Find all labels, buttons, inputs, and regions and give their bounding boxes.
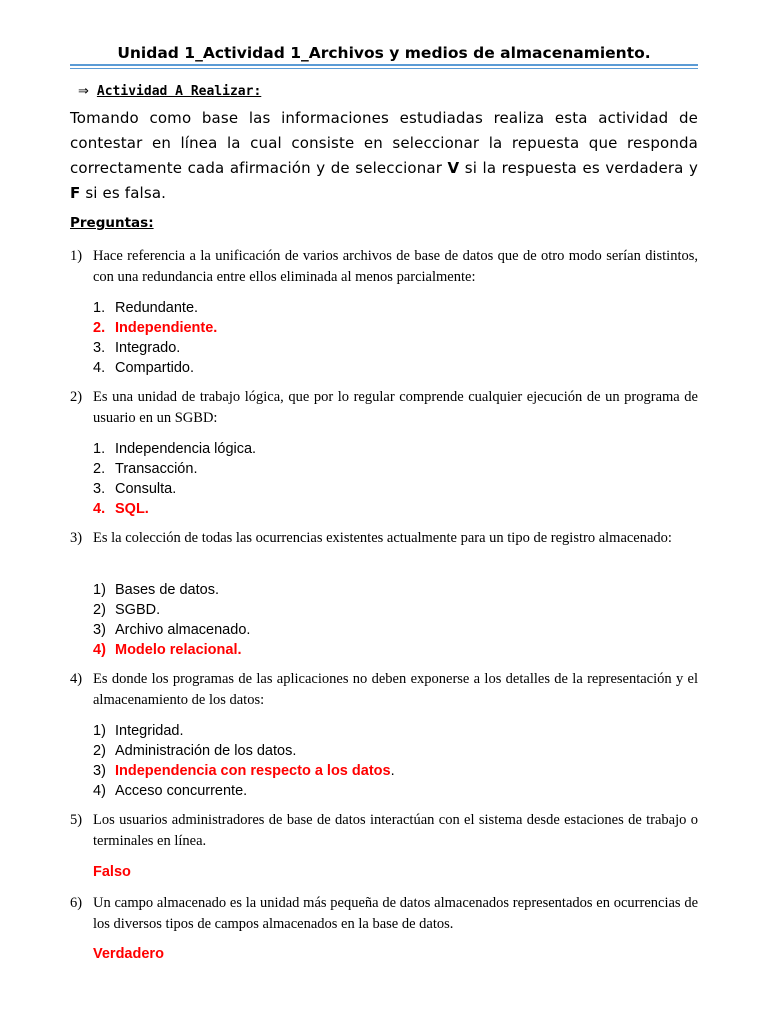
option — [93, 600, 250, 620]
option-number: 4. — [93, 501, 106, 517]
question-1-options — [93, 298, 217, 378]
option-number: 1) — [93, 582, 106, 598]
option — [93, 781, 395, 801]
activity-line — [78, 84, 261, 99]
option — [93, 620, 250, 640]
option-text: Administración de los datos. — [115, 743, 297, 759]
question-number: 6) — [70, 895, 83, 911]
arrow-icon: ⇒ — [78, 84, 89, 99]
question-number: 1) — [70, 248, 83, 264]
question-text: Es una unidad de trabajo lógica, que por lo regular comprende cualquier ejecución de un programa de usuario en un SGBD: — [93, 389, 698, 426]
option — [93, 741, 395, 761]
activity-label: Actividad A Realizar: — [96, 84, 262, 99]
option-number: 4) — [93, 783, 106, 799]
option-text: Independencia con respecto a los datos — [115, 763, 391, 779]
question-text: Los usuarios administradores de base de datos interactúan con el sistema desde estaciones de trabajo o terminales en línea. — [93, 812, 698, 849]
option — [93, 358, 217, 378]
option — [93, 479, 256, 499]
option-number: 3. — [93, 340, 106, 356]
intro-text-2: si la respuesta es verdadera y — [459, 159, 698, 177]
option-text: Bases de datos. — [115, 582, 219, 598]
question-number: 5) — [70, 812, 83, 828]
option-text: Integrado. — [115, 340, 181, 356]
question-text: Un campo almacenado es la unidad más pequeña de datos almacenados representados en ocurrencias de los diversos tipos de campos almacenados en la base de datos. — [93, 895, 698, 932]
option-highlighted — [93, 761, 395, 781]
option-text: Independiente. — [115, 320, 218, 336]
question-number: 4) — [70, 671, 83, 687]
title-underline-thin — [70, 68, 698, 69]
option-number: 3. — [93, 481, 106, 497]
intro-f: F — [70, 184, 81, 202]
option-number: 4) — [93, 642, 106, 658]
option-text: Consulta. — [115, 481, 177, 497]
option-text: Modelo relacional. — [115, 642, 242, 658]
option-text: Independencia lógica. — [115, 441, 257, 457]
question-5-answer: Falso — [93, 864, 131, 880]
question-3 — [70, 528, 698, 549]
intro-text-1: Tomando como base las informaciones estudiadas realiza esta actividad de contestar en línea la cual consiste en seleccionar la repuesta que responda correctamente cada afirmación y de seleccionar — [70, 109, 698, 177]
option — [93, 721, 395, 741]
question-number: 3) — [70, 530, 83, 546]
question-4 — [70, 669, 698, 711]
option-highlighted — [93, 318, 217, 338]
option-highlighted — [93, 499, 256, 519]
intro-text-3: si es falsa. — [80, 184, 167, 202]
option-number: 1. — [93, 300, 106, 316]
option-number: 2. — [93, 320, 106, 336]
option-number: 3) — [93, 622, 106, 638]
question-2 — [70, 387, 698, 429]
option-text: Archivo almacenado. — [115, 622, 251, 638]
question-4-options — [93, 721, 395, 801]
preguntas-heading: Preguntas: — [70, 215, 154, 231]
question-1 — [70, 246, 698, 288]
question-6 — [70, 893, 698, 935]
question-text: Es donde los programas de las aplicaciones no deben exponerse a los detalles de la representación y el almacenamiento de los datos: — [93, 671, 698, 708]
option-number: 1) — [93, 723, 106, 739]
question-3-options — [93, 580, 250, 660]
option — [93, 439, 256, 459]
option-highlighted — [93, 640, 250, 660]
option-text: Integridad. — [115, 723, 184, 739]
intro-v: V — [447, 159, 460, 177]
option-text: SQL. — [115, 501, 149, 517]
option-text: Redundante. — [115, 300, 199, 316]
question-2-options — [93, 439, 256, 519]
option-number: 4. — [93, 360, 106, 376]
option-number: 2) — [93, 602, 106, 618]
question-6-answer: Verdadero — [93, 946, 164, 962]
question-number: 2) — [70, 389, 83, 405]
option — [93, 580, 250, 600]
option — [93, 298, 217, 318]
option-text: Transacción. — [115, 461, 198, 477]
option-suffix: . — [390, 763, 395, 779]
option-number: 2. — [93, 461, 106, 477]
option-number: 2) — [93, 743, 106, 759]
option-text: Compartido. — [115, 360, 194, 376]
page-title: Unidad 1_Actividad 1_Archivos y medios de almacenamiento. — [117, 44, 651, 62]
question-5 — [70, 810, 698, 852]
option-text: Acceso concurrente. — [115, 783, 248, 799]
question-text: Hace referencia a la unificación de varios archivos de base de datos que de otro modo serían distintos, con una redundancia entre ellos eliminada al menos parcialmente: — [93, 248, 698, 285]
intro-paragraph — [70, 106, 698, 206]
option — [93, 459, 256, 479]
question-text: Es la colección de todas las ocurrencias existentes actualmente para un tipo de registro almacenado: — [93, 530, 672, 546]
option-text: SGBD. — [115, 602, 161, 618]
option-number: 1. — [93, 441, 106, 457]
option-number: 3) — [93, 763, 106, 779]
option — [93, 338, 217, 358]
title-underline-thick — [70, 64, 698, 66]
